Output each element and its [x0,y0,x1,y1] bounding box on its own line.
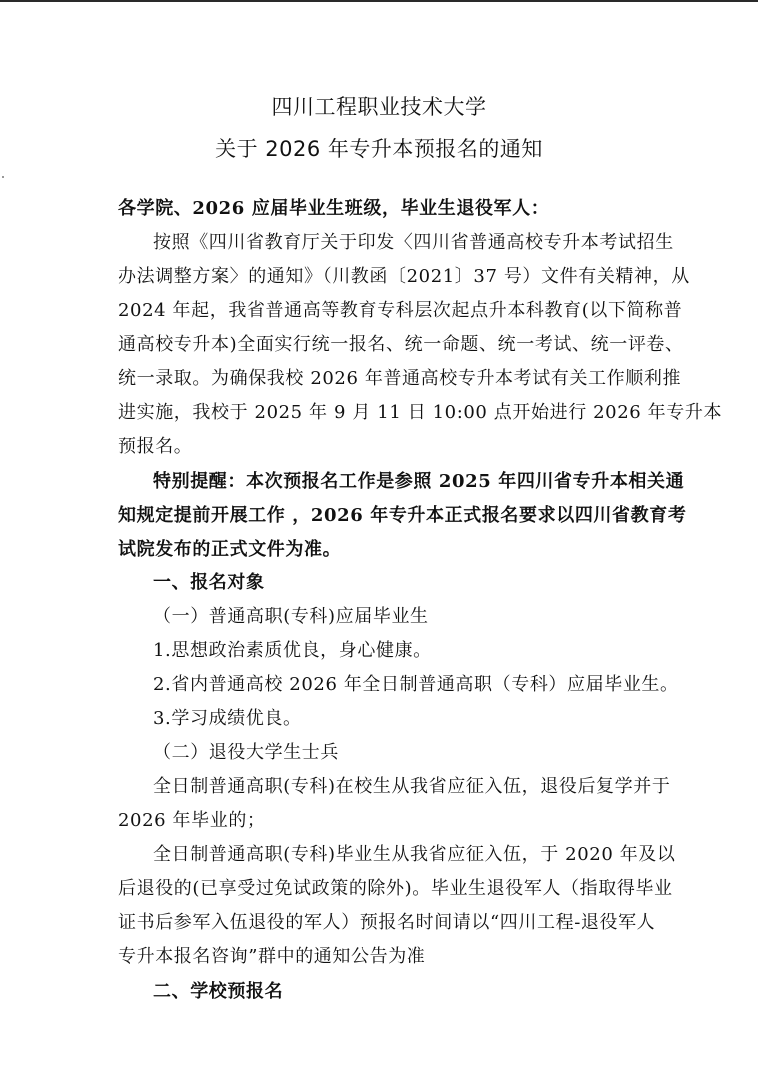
section-heading-school-preregistration: 二、学校预报名 [153,981,284,1002]
reminder-line: 特别提醒：本次预报名工作是参照 2025 年四川省专升本相关通 [153,471,685,492]
requirement-item: 3.学习成绩优良。 [153,708,302,729]
salutation: 各学院、2026 应届毕业生班级，毕业生退役军人： [118,198,550,219]
paragraph-line: 按照《四川省教育厅关于印发〈四川省普通高校专升本考试招生 [153,232,674,253]
paragraph-line: 预报名。 [118,436,193,457]
reminder-line: 试院发布的正式文件为准。 [118,539,342,560]
requirement-item: 1.思想政治素质优良，身心健康。 [153,640,432,661]
paragraph-line: 进实施，我校于 2025 年 9 月 11 日 10:00 点开始进行 2026 年专升本 [118,402,723,423]
subsection-heading-graduates: （一）普通高职(专科)应届毕业生 [153,606,429,627]
paragraph-line: 办法调整方案〉的通知》（川教函〔2021〕37 号）文件有关精神，从 [118,266,690,287]
veteran-paragraph-line: 全日制普通高职(专科)在校生从我省应征入伍，退役后复学并于 [153,776,671,797]
paragraph-line: 统一录取。为确保我校 2026 年普通高校专升本考试有关工作顺利推 [118,368,682,389]
requirement-item: 2.省内普通高校 2026 年全日制普通高职（专科）应届毕业生。 [153,674,679,695]
veteran-paragraph-line: 专升本报名咨询”群中的通知公告为准 [118,946,426,967]
paragraph-line: 2024 年起，我省普通高等教育专科层次起点升本科教育(以下简称普 [118,300,683,321]
veteran-paragraph-line: 2026 年毕业的； [118,810,266,831]
veteran-paragraph-line: 全日制普通高职(专科)毕业生从我省应征入伍，于 2020 年及以 [153,844,676,865]
section-heading-eligibility: 一、报名对象 [153,572,265,593]
veteran-paragraph-line: 后退役的(已享受过免试政策的除外)。毕业生退役军人（指取得毕业 [118,878,673,899]
reminder-line: 知规定提前开展工作 ，2026 年专升本正式报名要求以四川省教育考 [118,505,687,526]
document-title-line1: 四川工程职业技术大学 [271,95,487,119]
document-title-line2: 关于 2026 年专升本预报名的通知 [215,137,543,161]
paragraph-line: 通高校专升本)全面实行统一报名、统一命题、统一考试、统一评卷、 [118,334,684,355]
veteran-paragraph-line: 证书后参军入伍退役的军人）预报名时间请以“四川工程-退役军人 [118,912,656,933]
subsection-heading-veterans: （二）退役大学生士兵 [153,742,339,763]
